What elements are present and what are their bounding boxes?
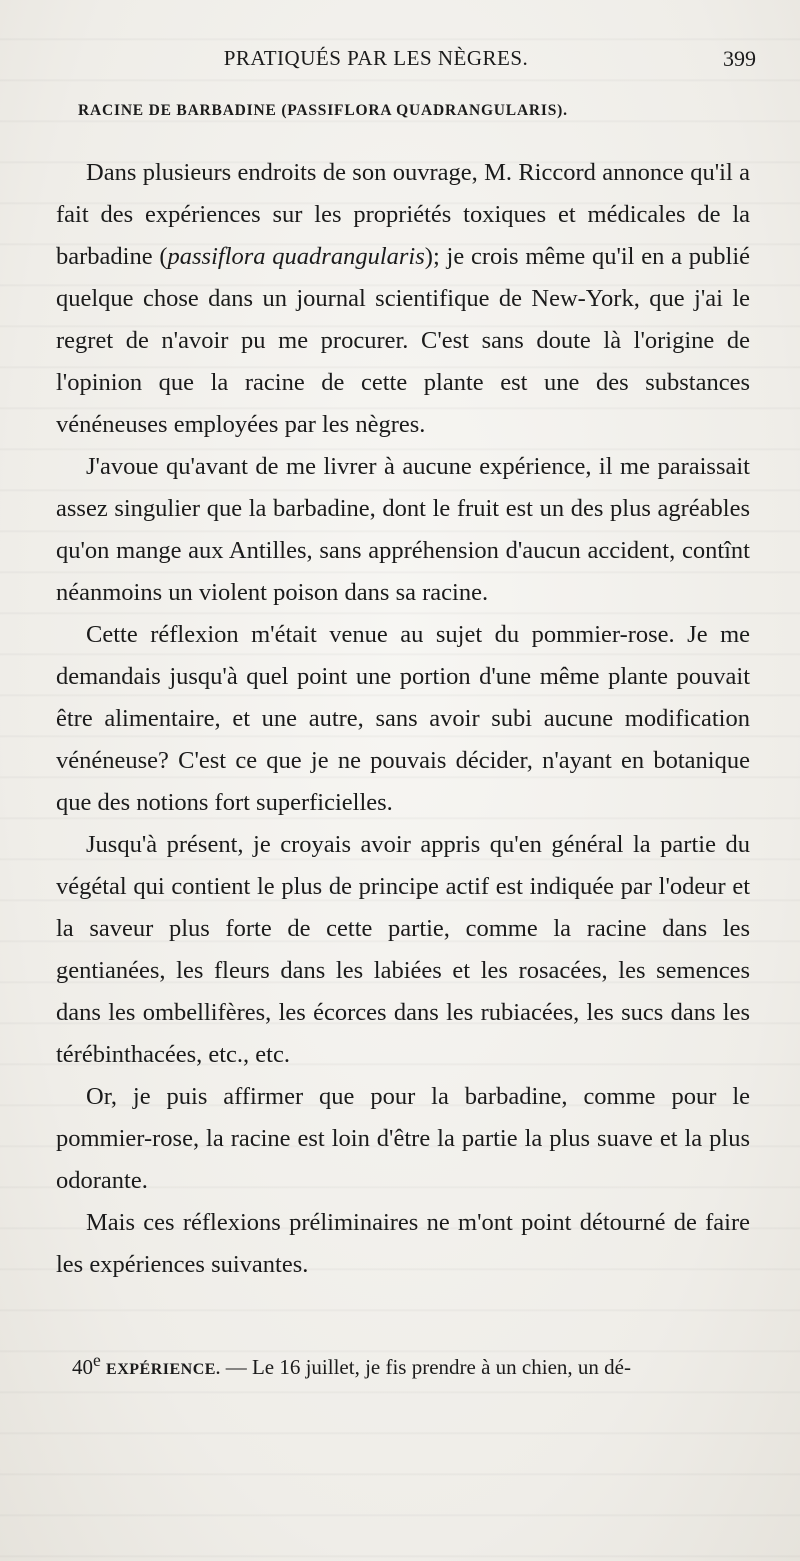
experiment-line <box>72 1350 752 1380</box>
section-title: RACINE DE BARBADINE (PASSIFLORA QUADRANGULARIS). <box>78 102 568 119</box>
experiment-text: — Le 16 juillet, je fis prendre à un chien, un dé- <box>225 1355 631 1379</box>
body-text <box>56 152 750 1286</box>
paragraph-1 <box>56 152 750 446</box>
paragraph-2: J'avoue qu'avant de me livrer à aucune expérience, il me paraissait assez singulier que la barbadine, dont le fruit est un des plus agréables qu'on mange aux Antilles, sans appréhension d'aucun accident, contînt néanmoins un violent poison dans sa racine. <box>56 453 750 606</box>
paragraph-1-italic-term: passiflora quadrangularis <box>167 243 425 270</box>
paragraph-4: Jusqu'à présent, je croyais avoir appris qu'en général la partie du végétal qui contient le plus de principe actif est indiquée par l'odeur et la saveur plus forte de cette partie, comme la racine dans les gentianées, les fleurs dans les labiées et les rosacées, les semences dans les ombellifères, les écorces dans les rubiacées, les sucs dans les térébinthacées, etc., etc. <box>56 831 750 1068</box>
paragraph-5: Or, je puis affirmer que pour la barbadine, comme pour le pommier-rose, la racine est loin d'être la partie la plus suave et la plus odorante. <box>56 1083 750 1194</box>
experiment-number: 40 <box>72 1355 93 1379</box>
paragraph-1-part-2: ); je crois même qu'il en a publié quelque chose dans un journal scientifique de New-York, que j'ai le regret de n'avoir pu me procurer. C'est sans doute là l'origine de l'opinion que la racine de cette plante est une des substances vénéneuses employées par les nègres. <box>56 243 751 438</box>
experiment-label: EXPÉRIENCE. <box>106 1361 221 1378</box>
running-title: PRATIQUÉS PAR LES NÈGRES. <box>223 46 529 70</box>
paragraph-1-part-1: Dans plusieurs endroits de son ouvrage, M. Riccord annonce qu'il a fait des expériences sur les propriétés toxiques et médicales de la barbadine ( <box>56 159 750 270</box>
paragraph-6: Mais ces réflexions préliminaires ne m'ont point détourné de faire les expériences suivantes. <box>56 1209 750 1278</box>
page-header <box>56 46 756 78</box>
experiment-number-suffix: e <box>93 1350 101 1370</box>
page-number: 399 <box>723 46 756 71</box>
paragraph-3: Cette réflexion m'était venue au sujet du pommier-rose. Je me demandais jusqu'à quel point une portion d'une même plante pouvait être alimentaire, et une autre, sans avoir subi aucune modification vénéneuse? C'est ce que je ne pouvais décider, n'ayant en botanique que des notions fort superficielles. <box>56 621 750 816</box>
